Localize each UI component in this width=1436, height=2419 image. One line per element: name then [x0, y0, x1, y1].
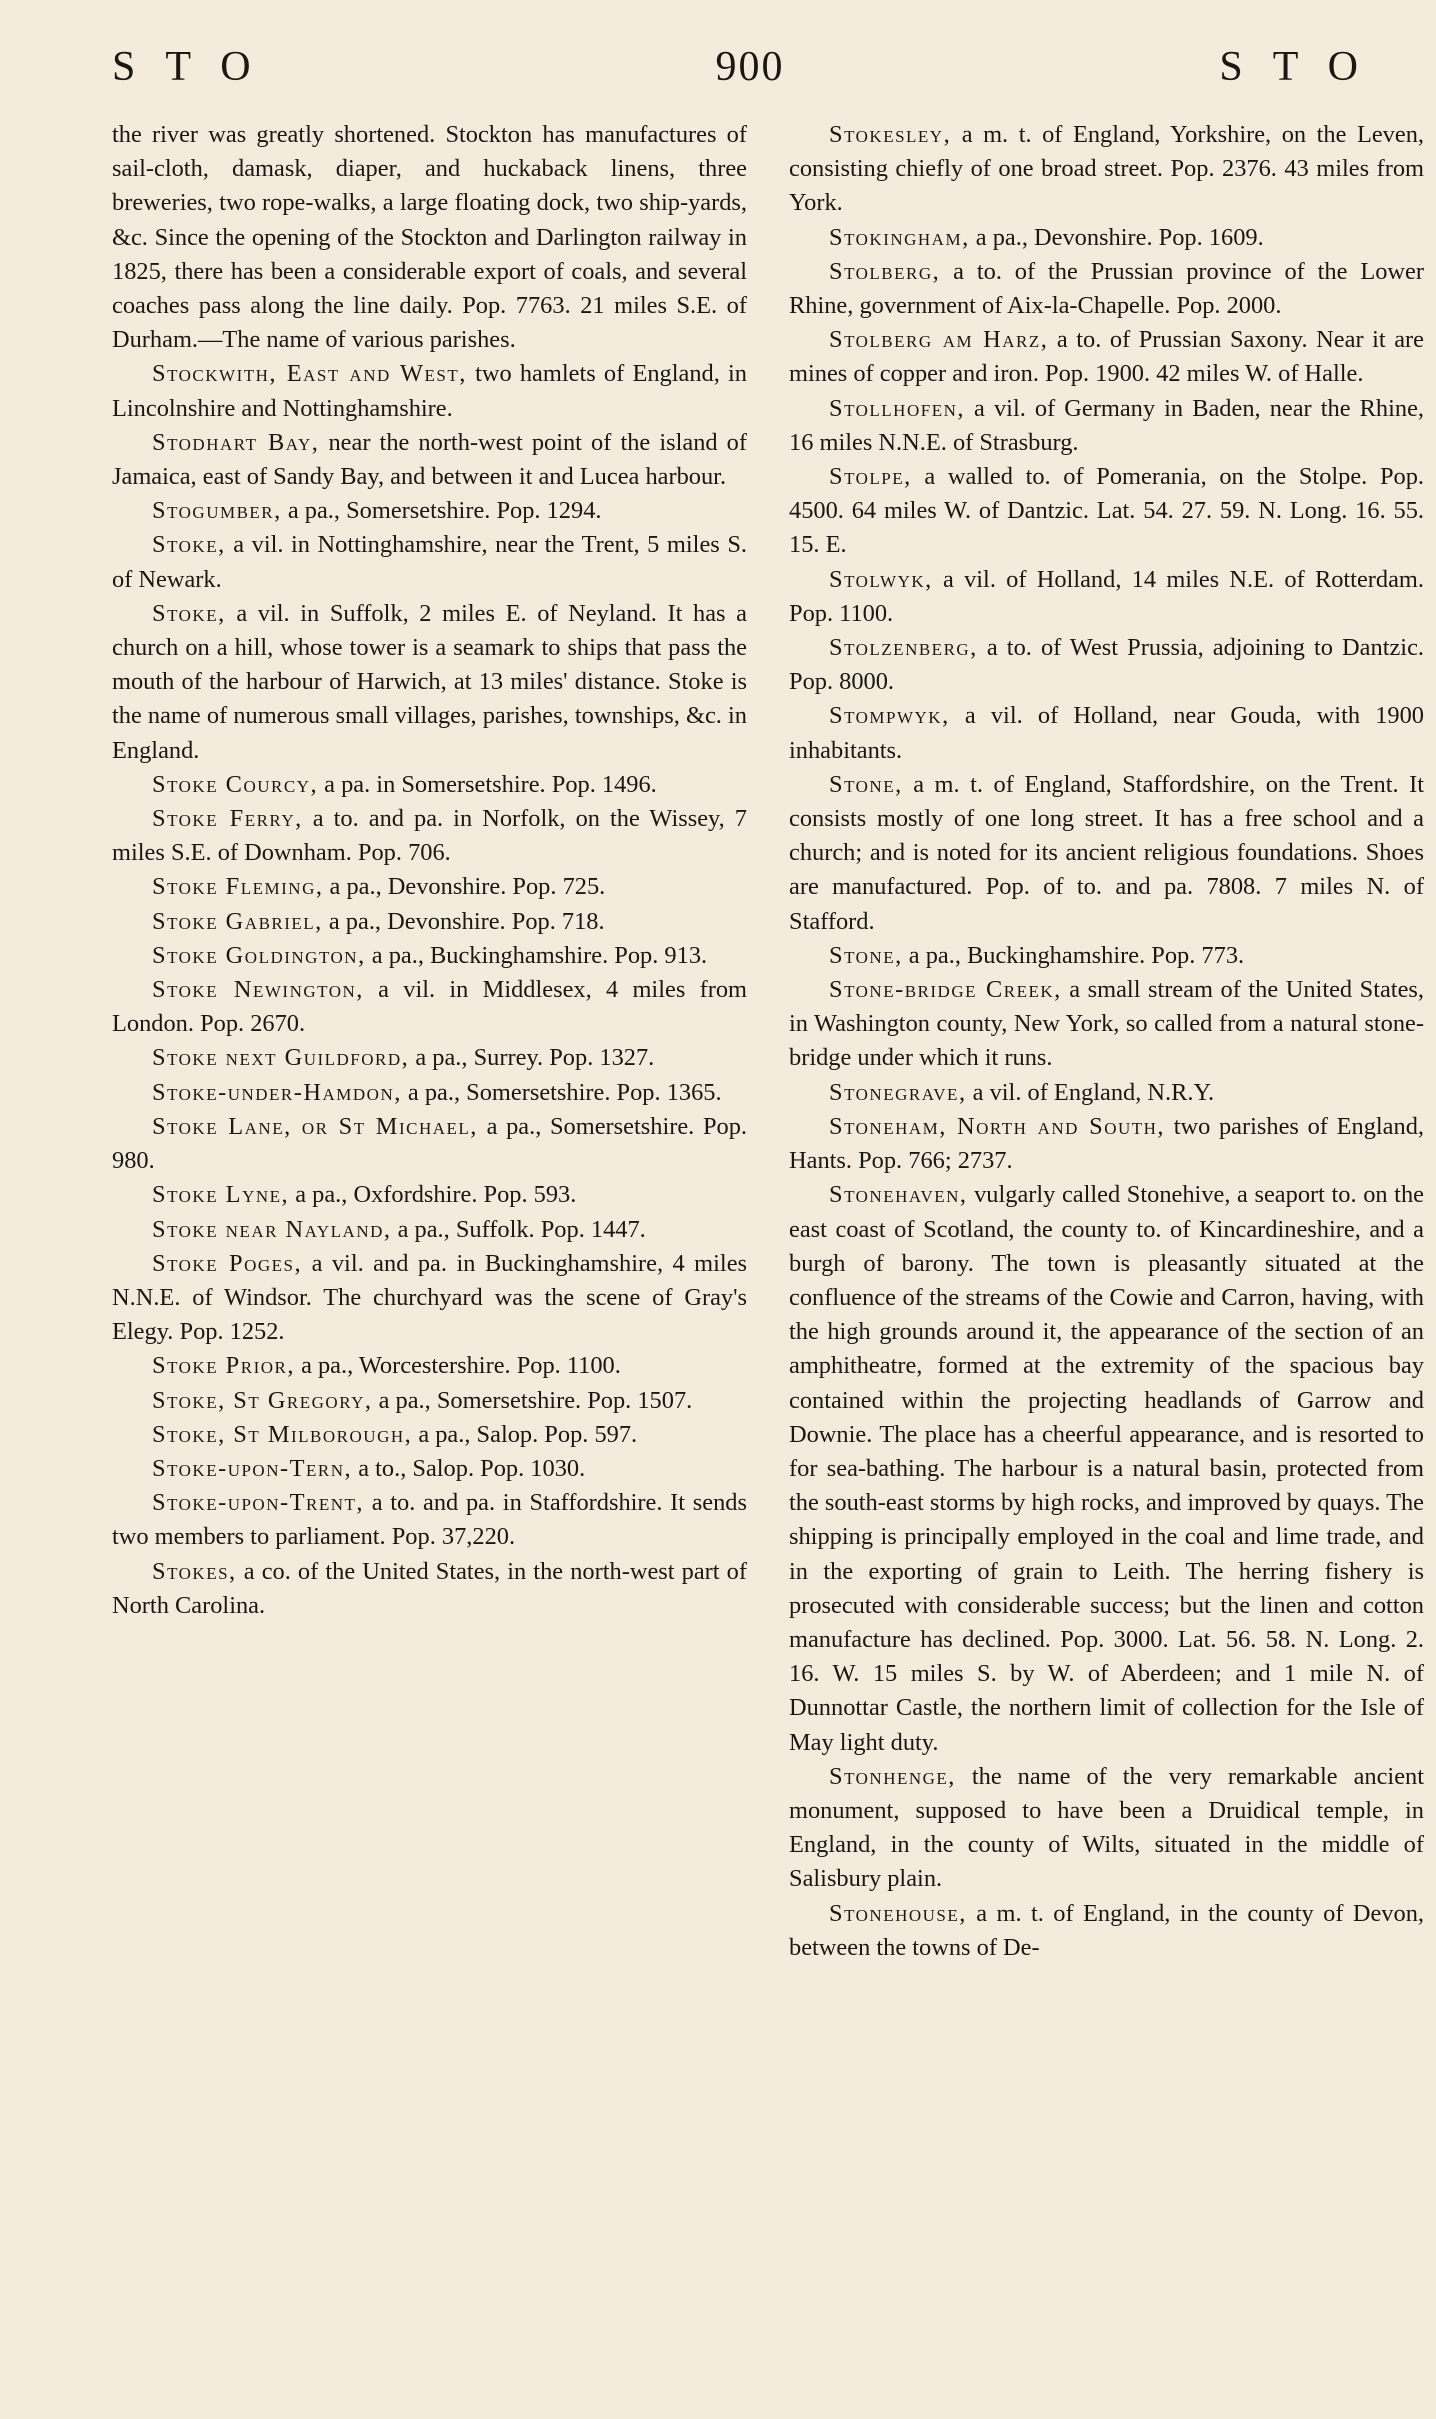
- gazetteer-entry: [789, 1178, 1424, 1759]
- gazetteer-entry: [789, 221, 1424, 255]
- entry-headword: Stompwyk,: [829, 702, 950, 730]
- gazetteer-entry: [112, 1110, 747, 1178]
- entry-text: a pa., Somersetshire. Pop. 980.: [112, 1112, 747, 1175]
- entry-headword: Stoke, St Gregory,: [152, 1386, 373, 1414]
- entry-headword: Stoke-upon-Tern,: [152, 1454, 353, 1482]
- page-number: 900: [715, 44, 785, 90]
- entry-text: a pa., Suffolk. Pop. 1447.: [391, 1215, 646, 1243]
- running-head-right: STO: [1219, 44, 1388, 90]
- entry-headword: Stolwyk,: [829, 565, 933, 593]
- entry-text: two hamlets of England, in Lincolnshire and Nottinghamshire.: [112, 360, 747, 422]
- entry-headword: Stolberg am Harz,: [829, 326, 1049, 354]
- gazetteer-entry: [789, 323, 1424, 391]
- entry-text: a vil. and pa. in Buckinghamshire, 4 miles N.N.E. of Windsor. The churchyard was the scene of Gray's Elegy. Pop. 1252.: [112, 1249, 748, 1346]
- gazetteer-entry: [789, 1110, 1424, 1178]
- entry-headword: Stoke Lyne,: [152, 1181, 290, 1209]
- entry-headword: Stonhenge,: [829, 1762, 956, 1790]
- entry-text: a m. t. of England, in the county of Devon, between the towns of De-: [789, 1899, 1424, 1961]
- entry-headword: Stone,: [829, 941, 903, 969]
- entry-text: a co. of the United States, in the north-west part of North Carolina.: [112, 1557, 747, 1619]
- gazetteer-entry: [112, 1349, 747, 1383]
- gazetteer-entry: [112, 768, 747, 802]
- entry-text: a pa., Worcestershire. Pop. 1100.: [294, 1352, 621, 1380]
- gazetteer-entry: [112, 1555, 747, 1623]
- entry-text: a m. t. of England, Yorkshire, on the Leven, consisting chiefly of one broad street. Pop. 2376. 43 miles from York.: [789, 121, 1424, 217]
- gazetteer-entry: [112, 1213, 747, 1247]
- entry-headword: Stolberg,: [829, 257, 941, 285]
- entry-text: a m. t. of England, Staffordshire, on the Trent. It consists mostly of one long street. It has a free school and a church; and is noted for its ancient religious foundations. Shoes are manufactured. Pop. of to. and pa. 7808. 7 miles N. of Stafford.: [789, 770, 1424, 935]
- entry-text: a to. of the Prussian province of the Lower Rhine, government of Aix-la-Chapelle. Pop. 2000.: [789, 257, 1424, 320]
- gazetteer-entry: [789, 255, 1424, 323]
- entry-headword: Stoke,: [152, 599, 226, 627]
- gazetteer-entry: [112, 1178, 747, 1212]
- entry-headword: Stollhofen,: [829, 394, 965, 422]
- entry-headword: Stoke Gabriel,: [152, 907, 323, 935]
- entry-text: a pa., Devonshire. Pop. 725.: [323, 873, 606, 901]
- entry-text: a pa., Oxfordshire. Pop. 593.: [289, 1181, 577, 1209]
- gazetteer-entry: [112, 1076, 747, 1110]
- entry-text: a vil. in Nottinghamshire, near the Trent, 5 miles S. of Newark.: [112, 531, 747, 593]
- gazetteer-entry: [789, 563, 1424, 631]
- gazetteer-entry: [112, 597, 747, 768]
- entry-text: a vil. of Holland, 14 miles N.E. of Rotterdam. Pop. 1100.: [789, 565, 1424, 627]
- entry-headword: Stockwith, East and West,: [152, 360, 467, 388]
- entry-headword: Stoke near Nayland,: [152, 1215, 392, 1243]
- entry-headword: Stoke Goldington,: [152, 941, 366, 969]
- gazetteer-entry: [789, 1760, 1424, 1897]
- entry-headword: Stodhart Bay,: [152, 428, 320, 456]
- entry-headword: Stoneham, North and South,: [829, 1112, 1166, 1140]
- gazetteer-entry: [112, 357, 747, 425]
- entry-headword: Stolpe,: [829, 463, 912, 491]
- gazetteer-entry: [789, 939, 1424, 973]
- entry-text: the name of the very remarkable ancient monument, supposed to have been a Druidical temple, in England, in the county of Wilts, situated in the middle of Salisbury plain.: [789, 1762, 1424, 1893]
- entry-headword: Stoke Poges,: [152, 1249, 303, 1277]
- entry-text: a pa., Surrey. Pop. 1327.: [409, 1044, 655, 1072]
- entry-text: a vil. in Suffolk, 2 miles E. of Neyland. It has a church on a hill, whose tower is a seamark to ships that pass the mouth of the harbour of Harwich, at 13 miles' distance. Stoke is the name of numerous small villages, parishes, townships, &c. in England.: [112, 599, 747, 764]
- right-column: [789, 118, 1424, 1965]
- entry-text: a pa., Buckinghamshire. Pop. 773.: [902, 941, 1245, 969]
- entry-text: a pa., Salop. Pop. 597.: [412, 1420, 638, 1448]
- gazetteer-entry: [112, 1452, 747, 1486]
- entry-text: a small stream of the United States, in Washington county, New York, so called from a natural stone-bridge under which it runs.: [789, 976, 1424, 1072]
- gazetteer-entry: [112, 1418, 747, 1452]
- entry-text: two parishes of England, Hants. Pop. 766; 2737.: [789, 1112, 1424, 1175]
- entry-text: a pa., Somersetshire. Pop. 1365.: [401, 1078, 722, 1106]
- entry-headword: Stoke Fleming,: [152, 873, 324, 901]
- entry-text: a pa., Buckinghamshire. Pop. 913.: [365, 941, 708, 969]
- gazetteer-entry: [112, 1041, 747, 1075]
- entry-text: vulgarly called Stonehive, a seaport to. on the east coast of Scotland, the county to. of Kincardineshire, and a burgh of barony. The town is pleasantly situated at the confluence of the streams of the Cowie and Carron, having, with the high grounds around it, the appearance of the section of an amphitheatre, formed at the extremity of the spacious bay contained within the projecting headlands of Garrow and Downie. The place has a cheerful appearance, and is resorted to for sea-bathing. The harbour is a natural basin, protected from the south-east storms by high rocks, and improved by quays. The shipping is principally employed in the coal and lime trade, and in the exporting of grain to Leith. The herring fishery is prosecuted with considerable success; but the linen and cotton manufacture has declined. Pop. 3000. Lat. 56. 58. N. Long. 2. 16. W. 15 miles S. by W. of Aberdeen; and 1 mile N. of Dunnottar Castle, the northern limit of collection for the Isle of May light duty.: [789, 1181, 1424, 1756]
- entry-text: a vil. in Middlesex, 4 miles from London. Pop. 2670.: [112, 976, 748, 1038]
- running-head-left: STO: [112, 44, 281, 90]
- entry-text: a to., Salop. Pop. 1030.: [352, 1454, 586, 1482]
- gazetteer-entry: [112, 426, 747, 494]
- running-head: [112, 46, 1388, 88]
- entry-text: a to. of West Prussia, adjoining to Dantzic. Pop. 8000.: [789, 634, 1424, 696]
- gazetteer-entry: [112, 494, 747, 528]
- gazetteer-entry: [112, 973, 747, 1041]
- entry-text: a walled to. of Pomerania, on the Stolpe. Pop. 4500. 64 miles W. of Dantzic. Lat. 54. 27. 59. N. Long. 16. 55. 15. E.: [789, 463, 1424, 559]
- entry-headword: Stoke Prior,: [152, 1352, 295, 1380]
- gazetteer-entry: [789, 460, 1424, 563]
- gazetteer-entry: [789, 631, 1424, 699]
- gazetteer-entry: [789, 699, 1424, 767]
- gazetteer-entry: [789, 973, 1424, 1076]
- entry-text: the river was greatly shortened. Stockton has manufactures of sail-cloth, damask, diaper, and huckaback linens, three breweries, two rope-walks, a large floating dock, two ship-yards, &c. Since the opening of the Stockton and Darlington railway in 1825, there has been a considerable export of coals, and several coaches pass along the line daily. Pop. 7763. 21 miles S.E. of Durham.—The name of various parishes.: [112, 121, 747, 354]
- gazetteer-entry: [112, 905, 747, 939]
- entry-text: a pa., Devonshire. Pop. 718.: [322, 907, 605, 935]
- entry-headword: Stogumber,: [152, 497, 282, 525]
- entry-text: a pa., Somersetshire. Pop. 1294.: [281, 497, 602, 525]
- entry-headword: Stonegrave,: [829, 1078, 967, 1106]
- entry-text: near the north-west point of the island of Jamaica, east of Sandy Bay, and between it and Lucea harbour.: [112, 428, 747, 491]
- entry-headword: Stoke, St Milborough,: [152, 1420, 413, 1448]
- entry-headword: Stokingham,: [829, 223, 970, 251]
- entry-headword: Stoke Ferry,: [152, 805, 303, 833]
- entry-text: a pa. in Somersetshire. Pop. 1496.: [318, 770, 657, 798]
- entry-headword: Stoke Courcy,: [152, 770, 319, 798]
- entry-text: a to. of Prussian Saxony. Near it are mines of copper and iron. Pop. 1900. 42 miles W. of Halle.: [789, 326, 1424, 388]
- entry-headword: Stoke-under-Hamdon,: [152, 1078, 402, 1106]
- entry-headword: Stoke-upon-Trent,: [152, 1489, 364, 1517]
- entry-headword: Stonehaven,: [829, 1181, 968, 1209]
- entry-text: a to. and pa. in Norfolk, on the Wissey, 7 miles S.E. of Downham. Pop. 706.: [112, 805, 747, 867]
- entry-headword: Stone-bridge Creek,: [829, 976, 1062, 1004]
- entry-text: a vil. of England, N.R.Y.: [966, 1078, 1215, 1106]
- entry-headword: Stoke next Guildford,: [152, 1044, 410, 1072]
- entry-text: a to. and pa. in Staffordshire. It sends two members to parliament. Pop. 37,220.: [112, 1489, 747, 1551]
- gazetteer-entry: [789, 768, 1424, 939]
- gazetteer-entry: [112, 528, 747, 596]
- entry-headword: Stone,: [829, 770, 903, 798]
- entry-text: a vil. of Holland, near Gouda, with 1900 inhabitants.: [789, 702, 1424, 764]
- entry-headword: Stolzenberg,: [829, 634, 978, 662]
- entry-headword: Stoke Newington,: [152, 976, 364, 1004]
- gazetteer-entry: [789, 1076, 1424, 1110]
- gazetteer-entry: [112, 802, 747, 870]
- gazetteer-entry: [789, 1897, 1424, 1965]
- left-column: [112, 118, 747, 1965]
- gazetteer-entry: [112, 1486, 747, 1554]
- gazetteer-entry: [112, 1247, 747, 1350]
- gazetteer-entry: [112, 939, 747, 973]
- entry-headword: Stonehouse,: [829, 1899, 967, 1927]
- entry-headword: Stokesley,: [829, 121, 952, 148]
- entry-text: a pa., Somersetshire. Pop. 1507.: [372, 1386, 693, 1414]
- gazetteer-entry: [789, 392, 1424, 460]
- entry-headword: Stokes,: [152, 1557, 237, 1585]
- entry-headword: Stoke,: [152, 531, 226, 559]
- gazetteer-entry: [789, 118, 1424, 221]
- entry-headword: Stoke Lane, or St Michael,: [152, 1112, 478, 1140]
- text-columns: [112, 118, 1424, 1965]
- entry-text: a vil. of Germany in Baden, near the Rhine, 16 miles N.N.E. of Strasburg.: [789, 394, 1424, 456]
- gazetteer-entry: [112, 870, 747, 904]
- entry-text: a pa., Devonshire. Pop. 1609.: [969, 223, 1264, 251]
- gazetteer-entry: [112, 1384, 747, 1418]
- continued-entry: [112, 118, 747, 357]
